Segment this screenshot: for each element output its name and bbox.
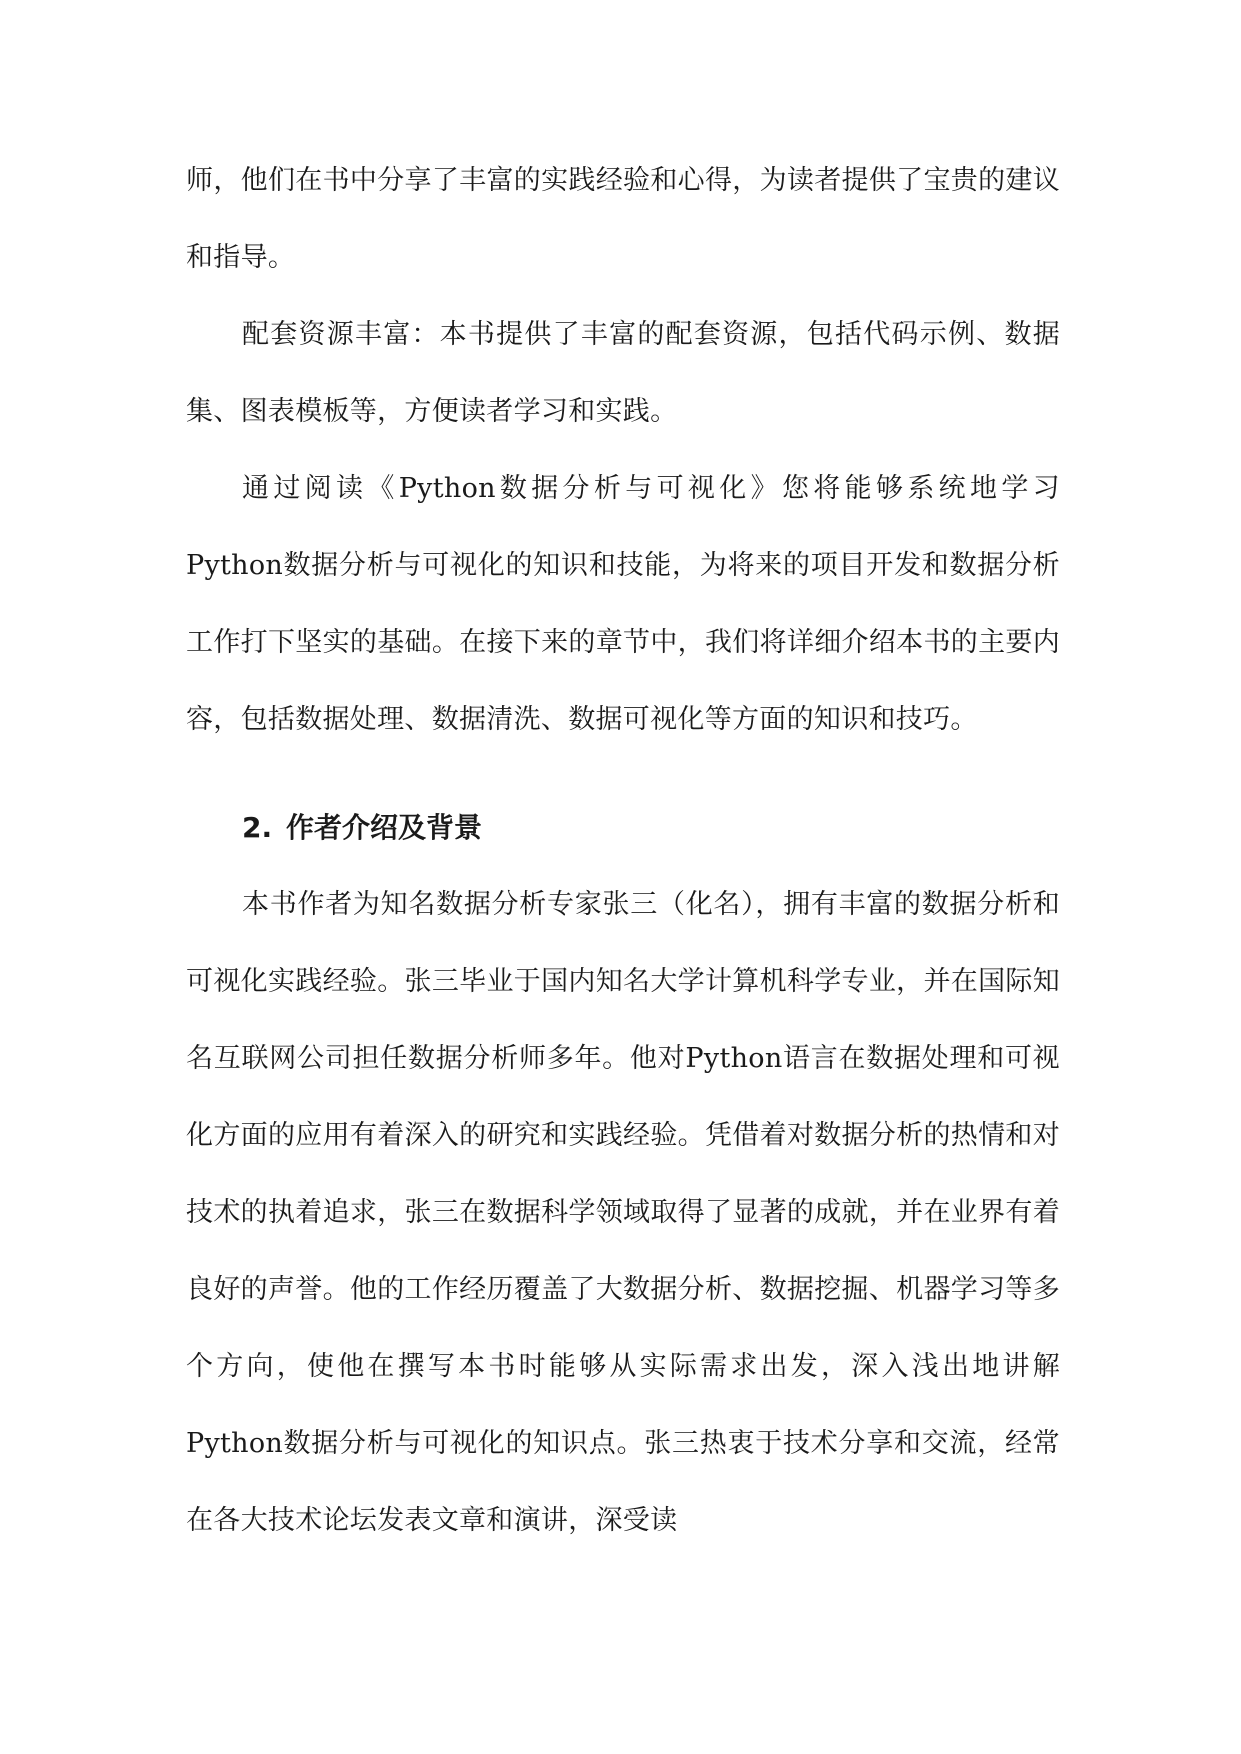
section-number: 2.: [242, 811, 273, 844]
section-title: 作者介绍及背景: [286, 811, 483, 844]
paragraph-summary: 通过阅读《Python数据分析与可视化》您将能够系统地学习Python数据分析与可视化的知识和技能，为将来的项目开发和数据分析工作打下坚实的基础。在接下来的章节中，我们将详细介绍本书的主要内容，包括数据处理、数据清洗、数据可视化等方面的知识和技巧。: [186, 473, 1060, 735]
section-heading: [186, 789, 1060, 866]
paragraph-continuation: 师，他们在书中分享了丰富的实践经验和心得，为读者提供了宝贵的建议和指导。: [186, 165, 1060, 273]
paragraph-resources: 配套资源丰富：本书提供了丰富的配套资源，包括代码示例、数据集、图表模板等，方便读者学习和实践。: [186, 319, 1060, 427]
page-content: [186, 142, 1060, 1559]
paragraph-author: 本书作者为知名数据分析专家张三（化名），拥有丰富的数据分析和可视化实践经验。张三毕业于国内知名大学计算机科学专业，并在国际知名互联网公司担任数据分析师多年。他对Python语言在数据处理和可视化方面的应用有着深入的研究和实践经验。凭借着对数据分析的热情和对技术的执着追求，张三在数据科学领域取得了显著的成就，并在业界有着良好的声誉。他的工作经历覆盖了大数据分析、数据挖掘、机器学习等多个方向，使他在撰写本书时能够从实际需求出发，深入浅出地讲解Python数据分析与可视化的知识点。张三热衷于技术分享和交流，经常在各大技术论坛发表文章和演讲，深受读: [186, 889, 1060, 1536]
